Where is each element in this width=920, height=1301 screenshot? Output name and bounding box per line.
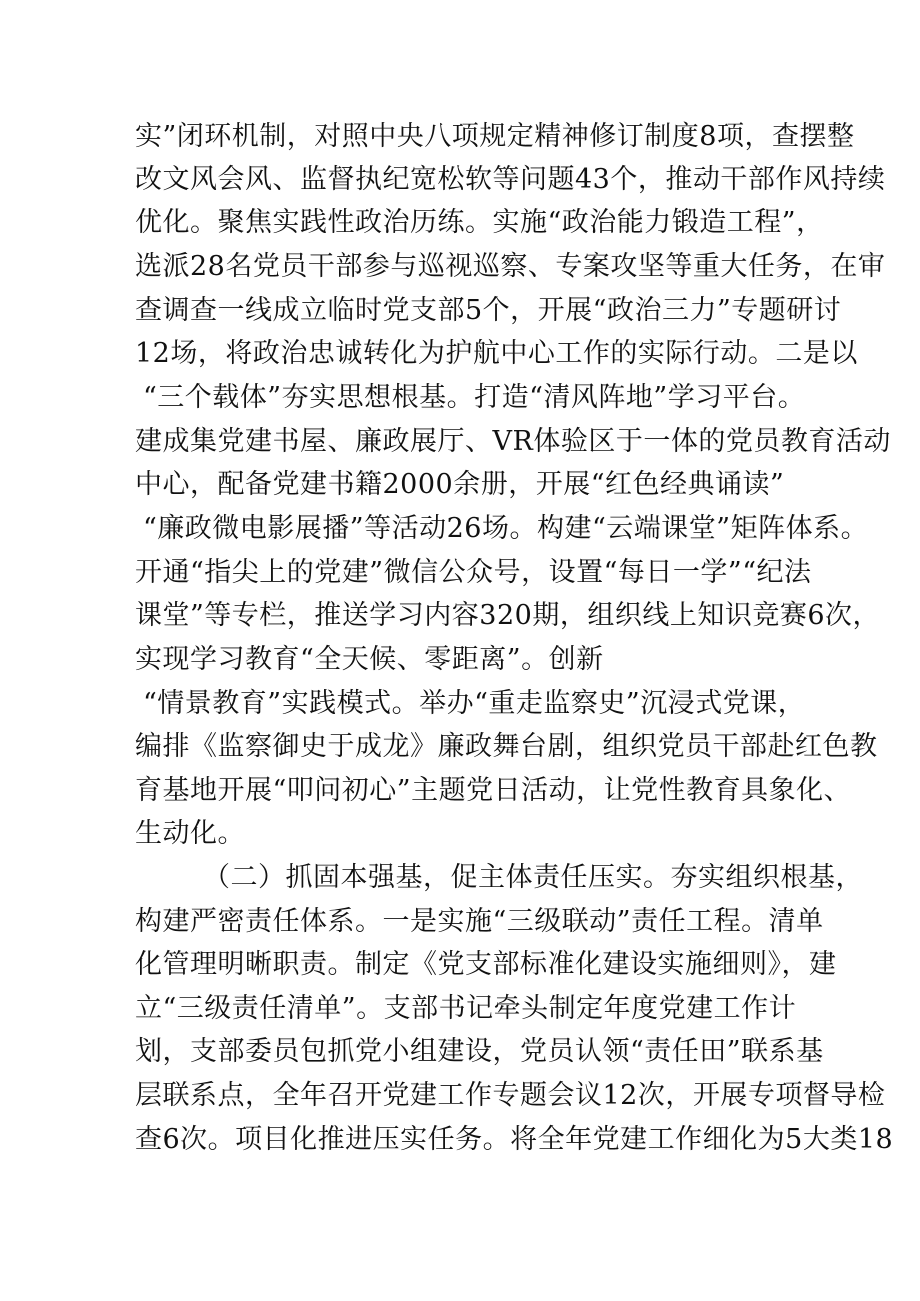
text-line: 开通“指尖上的党建”微信公众号，设置“每日一学”“纪法	[135, 557, 812, 588]
text-line: 立“三级责任清单”。支部书记牵头制定年度党建工作计	[135, 993, 797, 1024]
text-line: 生动化。	[135, 818, 245, 849]
text-line: 实”闭环机制，对照中央八项规定精神修订制度8项，查摆整	[135, 121, 855, 152]
text-line: 中心，配备党建书籍2000余册，开展“红色经典诵读”	[135, 469, 785, 500]
text-line: 选派28名党员干部参与巡视巡察、专案攻坚等重大任务，在审	[135, 251, 886, 282]
text-line: （二）抓固本强基，促主体责任压实。夯实组织根基，	[203, 862, 863, 893]
text-line: 12场，将政治忠诚转化为护航中心工作的实际行动。二是以	[135, 338, 858, 369]
text-line: 化管理明晰职责。制定《党支部标准化建设实施细则》，建	[135, 949, 837, 980]
text-line: 优化。聚焦实践性政治历练。实施“政治能力锻造工程”，	[135, 207, 824, 238]
text-line: 改文风会风、监督执纪宽松软等问题43个，推动干部作风持续	[135, 164, 886, 195]
text-line: 编排《监察御史于成龙》廉政舞台剧，组织党员干部赴红色教	[135, 731, 878, 762]
text-line: 建成集党建书屋、廉政展厅、VR体验区于一体的党员教育活动	[135, 426, 891, 457]
text-line: 构建严密责任体系。一是实施“三级联动”责任工程。清单	[135, 906, 824, 937]
text-line: 育基地开展“叩问初心”主题党日活动，让党性教育具象化、	[135, 775, 852, 806]
text-line: “三个载体”夯实思想根基。打造“清风阵地”学习平台。	[143, 382, 806, 413]
text-line: 实现学习教育“全天候、零距离”。创新	[135, 644, 604, 675]
text-line: 查6次。项目化推进压实任务。将全年党建工作细化为5大类18	[135, 1124, 894, 1155]
text-line: 层联系点，全年召开党建工作专题会议12次，开展专项督导检	[135, 1080, 886, 1111]
text-line: “廉政微电影展播”等活动26场。构建“云端课堂”矩阵体系。	[143, 513, 869, 544]
text-line: 查调查一线成立临时党支部5个，开展“政治三力”专题研讨	[135, 295, 842, 326]
text-line: “情景教育”实践模式。举办“重走监察史”沉浸式党课，	[143, 688, 806, 719]
text-line: 课堂”等专栏，推送学习内容320期，组织线上知识竞赛6次，	[135, 600, 881, 631]
text-line: 划，支部委员包抓党小组建设，党员认领“责任田”联系基	[135, 1036, 824, 1067]
